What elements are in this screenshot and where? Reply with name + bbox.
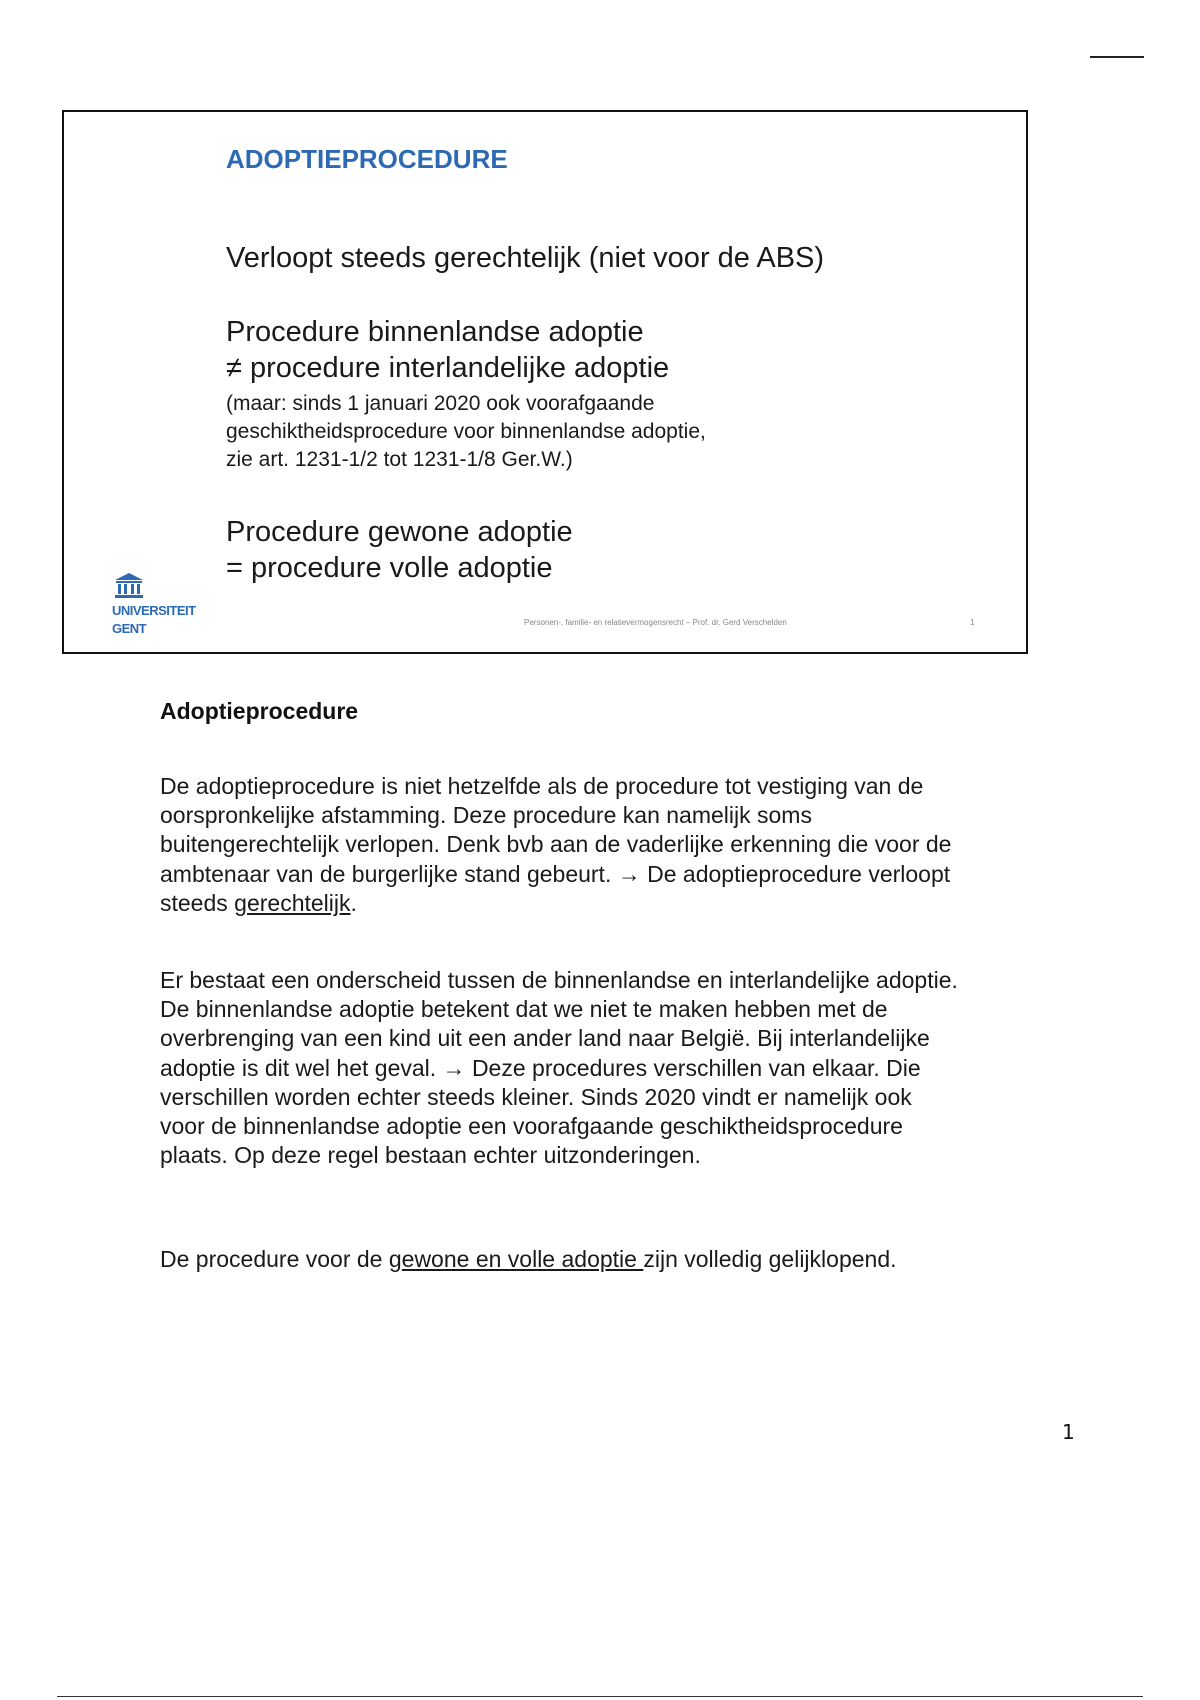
paragraph-1-end: . xyxy=(350,889,357,916)
notes-heading: Adoptieprocedure xyxy=(160,698,359,724)
university-logo xyxy=(112,572,202,636)
slide-note-line-2: geschiktheidsprocedure voor binnenlandse adoptie, xyxy=(226,420,706,443)
slide-number: 1 xyxy=(970,618,975,627)
slide-line-gewone: Procedure gewone adoptie xyxy=(226,516,573,548)
underlined-gerechtelijk: gerechtelijk xyxy=(234,889,351,916)
logo-text-line-2: GENT xyxy=(112,621,147,636)
paragraph-1-text: De adoptieprocedure is niet hetzelfde als de procedure tot vestiging van de oorspronkelijke afstamming. Deze procedure kan namelijk soms buitengerechtelijk verlopen. Denk bvb aan de vaderlijke erkenning die voor de ambtenaar van de burgerlijke stand gebeurt. → De adoptieprocedure verloopt steeds xyxy=(160,773,952,916)
slide-line-gerechtelijk: Verloopt steeds gerechtelijk (niet voor de ABS) xyxy=(226,242,825,274)
paragraph-1 xyxy=(160,772,960,918)
paragraph-3-end: zijn volledig gelijklopend. xyxy=(643,1246,897,1272)
slide-footer: Personen-, familie- en relatievermogensrecht – Prof. dr. Gerd Verschelden xyxy=(524,618,787,627)
paragraph-3-text: De procedure voor de xyxy=(160,1246,389,1272)
page-number: 1 xyxy=(1062,1420,1075,1444)
slide-thumbnail xyxy=(62,110,1028,654)
slide-note-line-1: (maar: sinds 1 januari 2020 ook voorafgaande xyxy=(226,392,655,415)
slide-title: ADOPTIEPROCEDURE xyxy=(226,144,508,174)
header-rule xyxy=(1090,56,1144,58)
underlined-gewone-volle: gewone en volle adoptie xyxy=(388,1246,644,1272)
slide-line-volle: = procedure volle adoptie xyxy=(226,552,553,584)
building-icon xyxy=(114,572,144,600)
slide-note-line-3: zie art. 1231-1/2 tot 1231-1/8 Ger.W.) xyxy=(226,448,573,471)
paragraph-3 xyxy=(160,1245,960,1274)
logo-text-line-1: UNIVERSITEIT xyxy=(112,603,196,618)
paragraph-2: Er bestaat een onderscheid tussen de binnenlandse en interlandelijke adoptie. De binnenlandse adoptie betekent dat we niet te maken hebben met de overbrenging van een kind uit een ander land naar België. Bij interlandelijke adoptie is dit wel het geval. → Deze procedures verschillen van elkaar. Die verschillen worden echter steeds kleiner. Sinds 2020 vindt er namelijk ook voor de binnenlandse adoptie een voorafgaande geschiktheidsprocedure plaats. Op deze regel bestaan echter uitzonderingen. xyxy=(160,967,958,1169)
slide-line-interlandelijke: ≠ procedure interlandelijke adoptie xyxy=(226,352,670,384)
footer-rule xyxy=(57,1696,1143,1697)
slide-line-binnenlandse: Procedure binnenlandse adoptie xyxy=(226,316,644,348)
